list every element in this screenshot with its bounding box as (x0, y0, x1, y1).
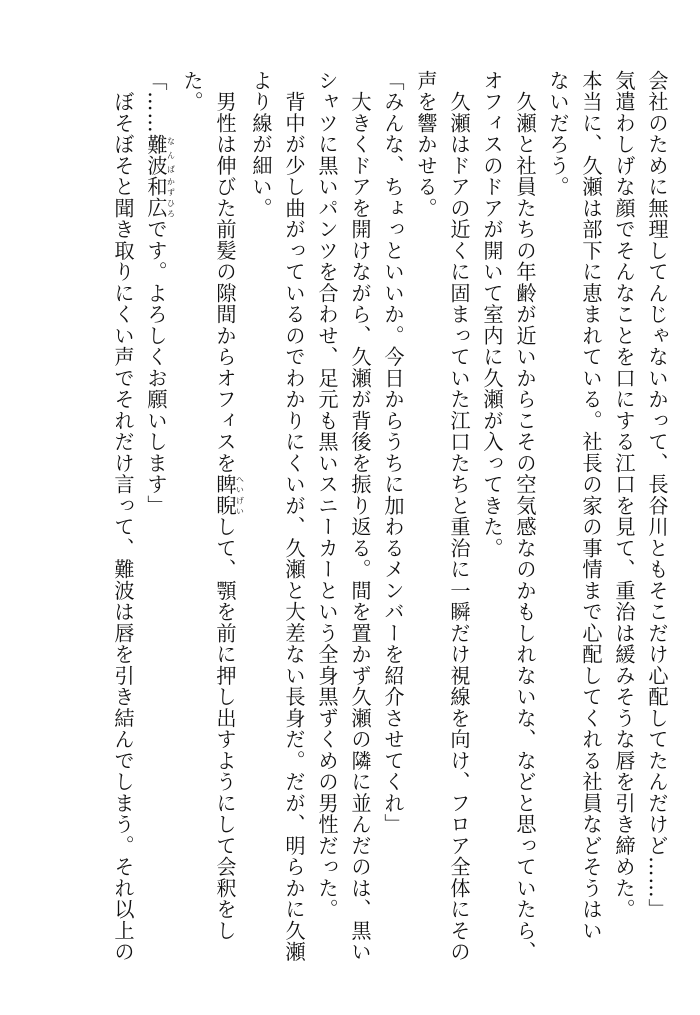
furigana: 和広かずひろ (144, 176, 176, 219)
text-line: 男性は伸びた前髪の隙間からオフィスを睥睨へいげいして、顎を前に押し出すようにして会釈をし (213, 70, 245, 942)
text-line: シャツに黒いパンツを合わせ、足元も黒いスニーカーという全身黒ずくめの男性だった。 (315, 70, 339, 920)
text-line: 背中が少し曲がっているのでわかりにくいが、久瀬と大差ない長身だ。だが、明らかに久瀬 (282, 70, 306, 963)
text-line: 大きくドアを開けながら、久瀬が背後を振り返る。間を置かず久瀬の隣に並んだのは、黒い (348, 70, 372, 963)
furigana: 難波なんば (144, 133, 176, 177)
text-line: ないだろう。 (546, 70, 570, 198)
text-line: 「……難波なんば和広かずひろです。よろしくお願いします」 (144, 70, 176, 517)
text-line: 本当に、久瀬は部下に恵まれている。社長の家の事情まで心配してくれる社員などそうはい (579, 70, 603, 942)
text-line: より線が細い。 (249, 70, 273, 219)
text-line: 久瀬はドアの近くに固まっていた江口たちと重治に一瞬だけ視線を向け、フロア全体にその (447, 70, 471, 963)
text-line: ぼそぼそと聞き取りにくい声でそれだけ言って、難波は唇を引き結んでしまう。それ以上の (111, 70, 135, 963)
vertical-text-body (106, 70, 673, 970)
text-line: 会社のために無理してんじゃないかって、長谷川ともそこだけ心配してたんだけど……」 (645, 70, 669, 920)
furigana: 睥睨へいげい (213, 473, 245, 517)
text-line: 久瀬と社員たちの年齢が近いからこその空気感なのかもしれないな、などと思っていたら、 (513, 70, 537, 963)
text-line: 「みんな、ちょっといいか。今日からうちに加わるメンバーを紹介させてくれ」 (381, 70, 405, 835)
text-line: オフィスのドアが開いて室内に久瀬が入ってきた。 (480, 70, 504, 559)
text-line: た。 (180, 70, 204, 113)
text-line: 気遣わしげな顔でそんなことを口にする江口を見て、重治は緩みそうな唇を引き締めた。 (612, 70, 636, 920)
text-line: 声を響かせる。 (414, 70, 438, 219)
